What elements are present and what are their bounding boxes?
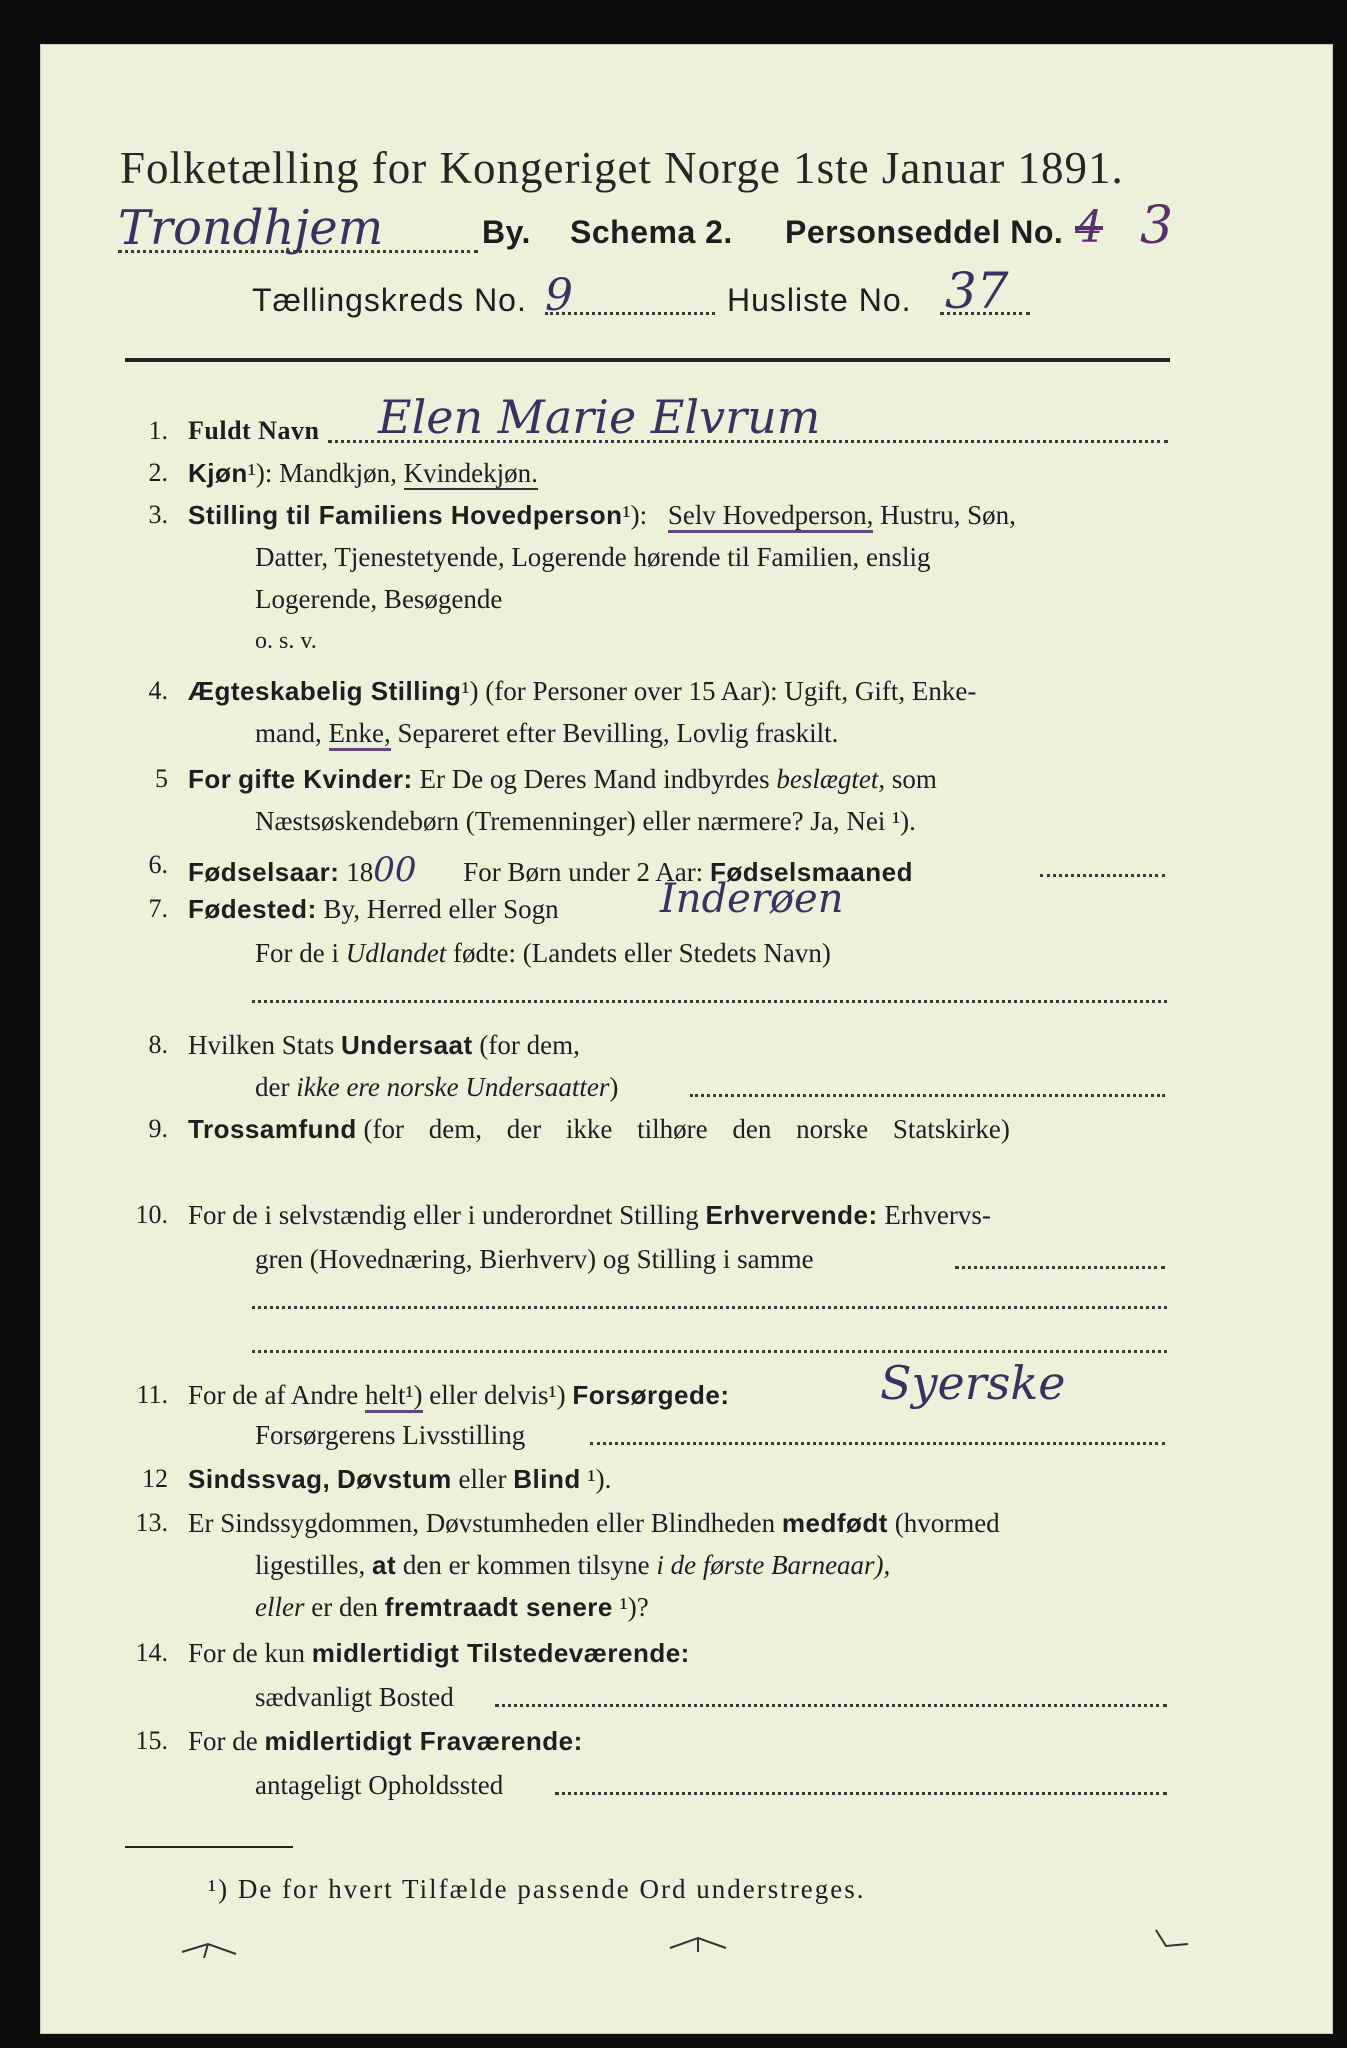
q12-label3: Blind xyxy=(513,1464,581,1494)
q13-line1c: (hvormed xyxy=(894,1508,1000,1538)
q15-pre: For de xyxy=(188,1726,258,1756)
husliste-dotted-line xyxy=(940,312,1030,315)
q4-opt-selected: Enke, xyxy=(329,718,391,751)
item-number: 15. xyxy=(135,1726,168,1755)
q13-line2a: ligestilles, xyxy=(255,1550,366,1580)
q11-label: Forsørgede: xyxy=(572,1380,730,1410)
item-number: 8. xyxy=(148,1030,168,1059)
q6-prefix: 18 xyxy=(346,857,374,887)
item-number: 7. xyxy=(148,894,168,923)
q13-line3a: eller xyxy=(255,1592,305,1622)
q5-label: gifte Kvinder: xyxy=(238,764,413,794)
town-handwritten: Trondhjem xyxy=(118,200,384,256)
q8-label: Undersaat xyxy=(341,1030,473,1060)
q13-line3d: ¹)? xyxy=(619,1592,649,1622)
husliste-label: Husliste No. xyxy=(727,282,912,318)
item-number: 1. xyxy=(148,416,168,445)
registration-mark-center xyxy=(668,1932,728,1956)
husliste-value: 37 xyxy=(945,262,1009,320)
q15-dotted-line xyxy=(555,1792,1167,1795)
q10-dotted-line-2 xyxy=(252,1306,1167,1309)
q3-line3: Logerende, Besøgende xyxy=(255,584,503,614)
q2-sup: ¹): xyxy=(247,458,273,488)
q11-answer: Syerske xyxy=(880,1356,1066,1410)
q13-line1b: medfødt xyxy=(781,1508,888,1538)
q2-opt-mand: Mandkjøn, xyxy=(279,458,397,488)
footnote-rule xyxy=(125,1846,293,1848)
q11-rest: eller delvis¹) xyxy=(429,1380,566,1410)
q3-sup: ¹): xyxy=(622,500,648,530)
item-number: 4. xyxy=(148,676,168,705)
q10-pre: For de i selvstændig eller i underordnet Stilling xyxy=(188,1200,699,1230)
q13-line3b: er den xyxy=(311,1592,378,1622)
q6-label: Fødselsaar: xyxy=(188,857,340,887)
q12-label2: Døvstum xyxy=(337,1464,452,1494)
q4-line2b: Separeret efter Bevilling, Lovlig fraskilt. xyxy=(397,718,839,748)
q11-pre: For de af Andre xyxy=(188,1380,359,1410)
q10-dotted-line-3 xyxy=(252,1350,1167,1353)
q8-rest: (for dem, xyxy=(479,1030,580,1060)
q10-line2: gren (Hovednæring, Bierhverv) og Stilling i samme xyxy=(255,1244,814,1274)
q14-label: midlertidigt Tilstedeværende: xyxy=(311,1638,690,1668)
town-dotted-line xyxy=(118,250,478,253)
q7-line2c: fødte: (Landets eller Stedets Navn) xyxy=(453,938,831,968)
q2-opt-kvinde: Kvindekjøn. xyxy=(403,458,538,488)
item-number: 2. xyxy=(148,458,168,487)
q15-line2: antageligt Opholdssted xyxy=(255,1770,504,1800)
q8-line2c: ) xyxy=(609,1072,619,1102)
q4-rest: (for Personer over 15 Aar): Ugift, Gift, Enke- xyxy=(485,676,977,706)
q13-line2c: den er kommen tilsyne xyxy=(402,1550,650,1580)
q1-label: Fuldt Navn xyxy=(188,416,320,445)
q10-rest: Erhvervs- xyxy=(884,1200,991,1230)
q14-line2: sædvanligt Bosted xyxy=(255,1682,454,1712)
q7-dotted-line xyxy=(252,1000,1167,1003)
q9-label: Trossamfund xyxy=(188,1114,357,1144)
form-title: Folketælling for Kongeriget Norge 1ste Januar 1891. xyxy=(120,143,1124,193)
q6-dotted-line xyxy=(1040,874,1165,877)
kreds-label: Tællingskreds No. xyxy=(252,282,527,318)
q6-label2: Fødselsmaaned xyxy=(709,857,913,887)
item-number: 12 xyxy=(142,1464,168,1493)
q10-label: Erhvervende: xyxy=(705,1200,878,1230)
q3-opt-selected: Selv Hovedperson, xyxy=(668,500,873,533)
q8-line2b: ikke ere norske Undersaatter xyxy=(296,1072,610,1102)
q3-rest: Hustru, Søn, xyxy=(880,500,1016,530)
footnote: ¹) De for hvert Tilfælde passende Ord understreges. xyxy=(208,1874,866,1904)
by-label: By. xyxy=(482,214,531,250)
registration-mark-left xyxy=(180,1938,240,1962)
q4-label: Ægteskabelig Stilling xyxy=(188,676,462,706)
q11-line2: Forsørgerens Livsstilling xyxy=(255,1420,526,1450)
item-number: 9. xyxy=(148,1114,168,1143)
q15-label: midlertidigt Fraværende: xyxy=(264,1726,583,1756)
item-number: 6. xyxy=(148,850,168,879)
q8-pre: Hvilken Stats xyxy=(188,1030,335,1060)
q7-line2b: Udlandet xyxy=(345,938,447,968)
schema-label: Schema 2. xyxy=(570,214,733,250)
q13-line1a: Er Sindssygdommen, Døvstumheden eller Blindheden xyxy=(188,1508,776,1538)
q8-line2a: der xyxy=(255,1072,290,1102)
personseddel-struck-value: 4 xyxy=(1075,202,1103,253)
kreds-value: 9 xyxy=(545,270,573,321)
q1-answer: Elen Marie Elvrum xyxy=(378,390,821,444)
kreds-dotted-line xyxy=(545,312,715,315)
q14-pre: For de kun xyxy=(188,1638,305,1668)
item-number: 14. xyxy=(135,1638,168,1667)
q4-sup: ¹) xyxy=(461,676,479,706)
q12-label1: Sindssvag, xyxy=(188,1464,331,1494)
item-number: 10. xyxy=(135,1200,168,1229)
q7-line2a: For de i xyxy=(255,938,339,968)
q11-opt-selected: helt¹) xyxy=(365,1380,423,1413)
q5-rest1a: Er De og Deres Mand indbyrdes xyxy=(419,764,770,794)
q5-rest1c: som xyxy=(891,764,937,794)
item-number: 3. xyxy=(148,500,168,529)
personseddel-label: Personseddel No. xyxy=(785,214,1064,250)
q13-line2b: at xyxy=(372,1550,397,1580)
q4-line2a: mand, xyxy=(255,718,322,748)
registration-mark-right xyxy=(1152,1926,1192,1956)
q5-rest1b: beslægtet, xyxy=(776,764,886,794)
item-number: 5 xyxy=(155,764,168,793)
q2-label: Kjøn xyxy=(188,458,248,488)
q13-line3c: fremtraadt senere xyxy=(384,1592,613,1622)
q9-rest: (for dem, der ikke tilhøre den norske Statskirke) xyxy=(363,1114,1010,1144)
item-number: 11. xyxy=(136,1380,168,1409)
personseddel-value: 3 xyxy=(1140,196,1174,256)
item-number: 13. xyxy=(135,1508,168,1537)
q12-mid: eller xyxy=(458,1464,507,1494)
q10-dotted-line xyxy=(955,1266,1165,1269)
q5-line2: Næstsøskendebørn (Tremenninger) eller nærmere? Ja, Nei ¹). xyxy=(255,806,916,836)
q7-rest: By, Herred eller Sogn xyxy=(323,894,559,924)
q11-dotted-line xyxy=(590,1442,1165,1445)
q5-label-pre: For xyxy=(188,764,232,794)
q7-label: Fødested: xyxy=(188,894,317,924)
q6-rest: For Børn under 2 Aar: xyxy=(463,857,704,887)
q3-line2: Datter, Tjenestetyende, Logerende hørende til Familien, enslig xyxy=(255,542,931,572)
q6-answer: 00 xyxy=(373,850,417,890)
q8-dotted-line xyxy=(690,1094,1165,1097)
q7-answer: Inderøen xyxy=(660,876,844,922)
q13-line2d: i de første Barneaar), xyxy=(656,1550,891,1580)
q14-dotted-line xyxy=(495,1704,1167,1707)
q12-sup: ¹). xyxy=(587,1464,612,1494)
header-rule xyxy=(125,358,1170,362)
q3-line4: o. s. v. xyxy=(255,628,317,654)
q3-label: Stilling til Familiens Hovedperson xyxy=(188,500,623,530)
